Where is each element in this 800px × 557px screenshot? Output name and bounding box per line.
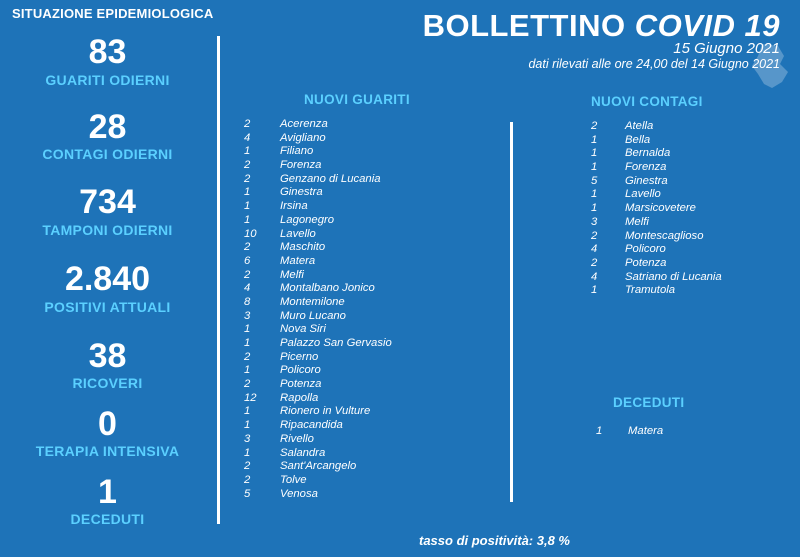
town-name: Muro Lucano bbox=[280, 309, 346, 322]
list-item bbox=[244, 200, 474, 214]
case-count: 1 bbox=[244, 323, 251, 336]
list-item bbox=[244, 241, 474, 255]
case-count: 8 bbox=[244, 295, 251, 308]
list-item bbox=[244, 173, 474, 187]
title-italic-text: COVID 19 bbox=[634, 8, 780, 43]
town-name: Policoro bbox=[280, 364, 321, 377]
town-name: Salandra bbox=[280, 446, 326, 459]
case-count: 6 bbox=[244, 254, 251, 267]
center-divider bbox=[510, 122, 513, 502]
case-count: 2 bbox=[244, 473, 251, 486]
stat-label: RICOVERI bbox=[72, 375, 143, 391]
case-count: 2 bbox=[591, 120, 598, 132]
list-item bbox=[244, 296, 474, 310]
town-name: Montalbano Jonico bbox=[280, 282, 375, 295]
list-item bbox=[591, 175, 791, 189]
case-count: 2 bbox=[591, 229, 598, 242]
case-count: 1 bbox=[244, 419, 251, 432]
case-count: 1 bbox=[244, 200, 251, 213]
town-name: Avigliano bbox=[280, 131, 326, 144]
case-count: 1 bbox=[591, 188, 598, 201]
town-name: Policoro bbox=[625, 243, 666, 256]
town-name: Sant'Arcangelo bbox=[280, 460, 357, 473]
bulletin-subtitle: dati rilevati alle ore 24,00 del 14 Giugno 2021 bbox=[528, 57, 780, 71]
list-item bbox=[244, 159, 474, 173]
deceduti-list bbox=[596, 425, 746, 439]
stat-label: CONTAGI ODIERNI bbox=[42, 146, 173, 162]
town-name: Ginestra bbox=[625, 174, 668, 187]
stat-value: 734 bbox=[79, 183, 136, 221]
stat-label: TERAPIA INTENSIVA bbox=[35, 443, 180, 459]
list-item bbox=[244, 132, 474, 146]
case-count: 2 bbox=[244, 378, 251, 391]
town-name: Forenza bbox=[625, 161, 667, 174]
list-item bbox=[591, 284, 791, 298]
list-item bbox=[244, 405, 474, 419]
bulletin-title bbox=[423, 8, 780, 44]
case-count: 1 bbox=[244, 337, 251, 349]
town-name: Venosa bbox=[280, 487, 318, 500]
town-name: Maschito bbox=[280, 241, 326, 254]
town-name: Irsina bbox=[280, 200, 308, 213]
list-item bbox=[596, 425, 746, 439]
positivity-rate: tasso di positività: 3,8 % bbox=[419, 533, 570, 548]
list-item bbox=[244, 145, 474, 159]
list-item bbox=[591, 202, 791, 216]
list-item bbox=[244, 378, 474, 392]
list-item bbox=[244, 351, 474, 365]
town-name: Tramutola bbox=[625, 284, 676, 297]
town-name: Rapolla bbox=[280, 391, 319, 404]
list-item bbox=[244, 488, 474, 502]
town-name: Lagonegro bbox=[280, 213, 335, 226]
list-item bbox=[244, 419, 474, 433]
list-item bbox=[591, 216, 791, 230]
list-item bbox=[244, 337, 474, 351]
case-count: 1 bbox=[244, 364, 251, 377]
deceduti-heading: DECEDUTI bbox=[613, 395, 685, 410]
list-item bbox=[244, 269, 474, 283]
town-name: Bella bbox=[625, 133, 651, 146]
town-name: Ripacandida bbox=[280, 419, 343, 432]
list-item bbox=[244, 282, 474, 296]
case-count: 1 bbox=[244, 145, 251, 158]
stat-label: DECEDUTI bbox=[70, 511, 145, 527]
town-name: Ginestra bbox=[280, 186, 323, 199]
list-item bbox=[244, 228, 474, 242]
case-count: 1 bbox=[596, 425, 603, 437]
case-count: 3 bbox=[244, 432, 251, 445]
town-name: Melfi bbox=[625, 215, 649, 228]
town-name: Atella bbox=[625, 120, 654, 132]
town-name: Satriano di Lucania bbox=[625, 270, 722, 283]
stat-value: 38 bbox=[88, 337, 127, 375]
list-item bbox=[591, 257, 791, 271]
list-item bbox=[244, 310, 474, 324]
list-item bbox=[244, 186, 474, 200]
case-count: 2 bbox=[244, 460, 251, 473]
town-name: Matera bbox=[280, 254, 316, 267]
town-name: Rivello bbox=[280, 432, 314, 445]
case-count: 1 bbox=[591, 147, 598, 160]
case-count: 4 bbox=[244, 131, 251, 144]
town-name: Forenza bbox=[280, 159, 322, 172]
case-count: 2 bbox=[244, 350, 251, 363]
list-item bbox=[591, 134, 791, 148]
left-section-title: SITUAZIONE EPIDEMIOLOGICA bbox=[12, 6, 214, 21]
stat-value: 2.840 bbox=[64, 260, 151, 298]
list-item bbox=[244, 433, 474, 447]
case-count: 5 bbox=[591, 174, 598, 187]
list-item bbox=[244, 364, 474, 378]
case-count: 2 bbox=[244, 241, 251, 254]
town-name: Lavello bbox=[625, 188, 661, 201]
town-name: Melfi bbox=[280, 268, 304, 281]
guariti-heading: NUOVI GUARITI bbox=[304, 92, 410, 107]
case-count: 1 bbox=[591, 202, 598, 215]
case-count: 1 bbox=[244, 405, 251, 418]
case-count: 12 bbox=[244, 391, 257, 404]
case-count: 1 bbox=[591, 133, 598, 146]
case-count: 2 bbox=[244, 159, 251, 172]
town-name: Nova Siri bbox=[280, 323, 326, 336]
stat-value: 1 bbox=[98, 473, 117, 511]
case-count: 4 bbox=[591, 270, 598, 283]
stat-label: POSITIVI ATTUALI bbox=[44, 299, 171, 315]
town-name: Lavello bbox=[280, 227, 316, 240]
stat-label: GUARITI ODIERNI bbox=[45, 72, 170, 88]
case-count: 1 bbox=[244, 213, 251, 226]
case-count: 10 bbox=[244, 227, 257, 240]
list-item bbox=[244, 118, 474, 132]
town-name: Genzano di Lucania bbox=[280, 172, 381, 185]
stat-value: 28 bbox=[88, 108, 127, 146]
list-item bbox=[244, 214, 474, 228]
stat-value: 83 bbox=[88, 33, 127, 71]
list-item bbox=[591, 271, 791, 285]
list-item bbox=[591, 188, 791, 202]
list-item bbox=[244, 474, 474, 488]
town-name: Montescaglioso bbox=[625, 229, 704, 242]
title-main-text: BOLLETTINO bbox=[422, 8, 635, 43]
list-item bbox=[591, 161, 791, 175]
town-name: Rionero in Vulture bbox=[280, 405, 371, 418]
case-count: 5 bbox=[244, 487, 251, 500]
case-count: 4 bbox=[591, 243, 598, 256]
contagi-heading: NUOVI CONTAGI bbox=[591, 94, 703, 109]
case-count: 3 bbox=[591, 215, 598, 228]
case-count: 2 bbox=[244, 268, 251, 281]
list-item bbox=[244, 255, 474, 269]
case-count: 1 bbox=[244, 186, 251, 199]
stat-label: TAMPONI ODIERNI bbox=[42, 222, 173, 238]
stat-value: 0 bbox=[98, 405, 117, 443]
list-item bbox=[591, 120, 791, 134]
town-name: Potenza bbox=[625, 256, 667, 269]
town-name: Picerno bbox=[280, 350, 319, 363]
list-item bbox=[244, 447, 474, 461]
list-item bbox=[591, 230, 791, 244]
case-count: 3 bbox=[244, 309, 251, 322]
list-item bbox=[591, 243, 791, 257]
case-count: 1 bbox=[591, 284, 598, 297]
list-item bbox=[244, 460, 474, 474]
case-count: 2 bbox=[244, 118, 251, 130]
town-name: Bernalda bbox=[625, 147, 671, 160]
list-item bbox=[244, 392, 474, 406]
town-name: Tolve bbox=[280, 473, 307, 486]
case-count: 2 bbox=[244, 172, 251, 185]
list-item bbox=[244, 323, 474, 337]
town-name: Marsicovetere bbox=[625, 202, 696, 215]
list-item bbox=[591, 147, 791, 161]
case-count: 4 bbox=[244, 282, 251, 295]
contagi-list bbox=[591, 120, 791, 298]
guariti-list bbox=[244, 118, 474, 501]
town-name: Matera bbox=[628, 425, 664, 437]
town-name: Acerenza bbox=[280, 118, 328, 130]
town-name: Montemilone bbox=[280, 295, 345, 308]
bulletin-date: 15 Giugno 2021 bbox=[673, 40, 780, 57]
town-name: Filiano bbox=[280, 145, 314, 158]
town-name: Potenza bbox=[280, 378, 322, 391]
case-count: 1 bbox=[591, 161, 598, 174]
case-count: 1 bbox=[244, 446, 251, 459]
town-name: Palazzo San Gervasio bbox=[280, 337, 392, 349]
left-divider bbox=[217, 36, 220, 524]
case-count: 2 bbox=[591, 256, 598, 269]
